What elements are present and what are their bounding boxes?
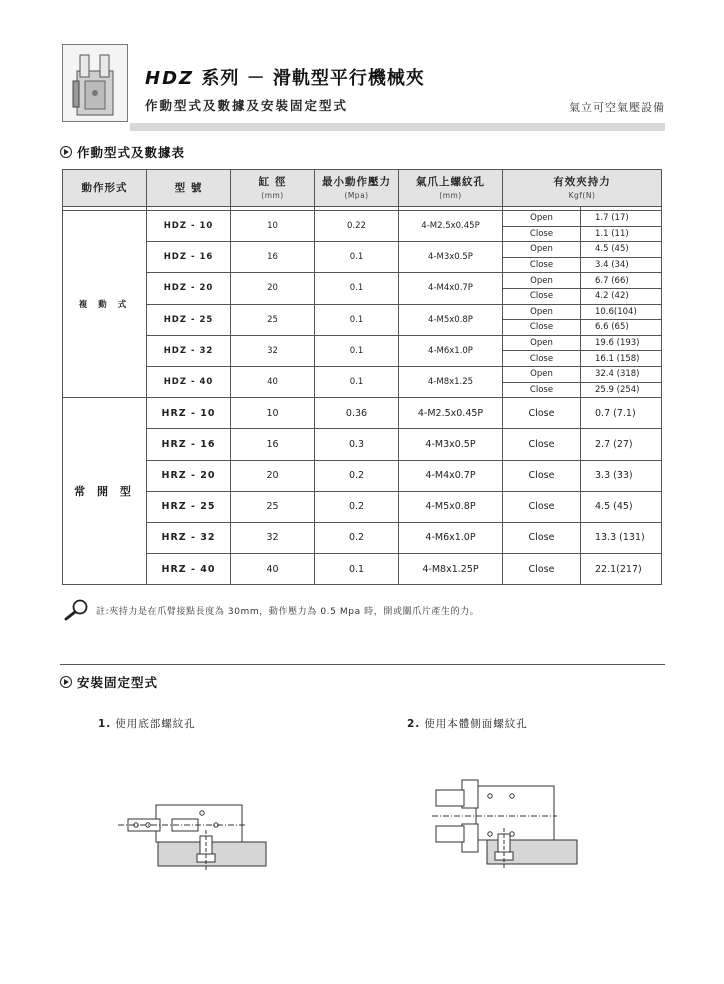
spec-table <box>62 169 662 585</box>
mode-cell: Close <box>503 382 581 398</box>
mode-cell: Close <box>503 554 581 585</box>
model-cell: HDZ - 10 <box>147 211 231 242</box>
pressure-cell: 0.1 <box>315 335 399 366</box>
model-cell: HRZ - 32 <box>147 522 231 553</box>
series-model: HDZ <box>145 68 195 89</box>
bore-cell: 40 <box>231 554 315 585</box>
force-cell: 1.1 (11) <box>581 226 662 242</box>
note: 註:夾持力是在爪臂接點長度為 30mm，動作壓力為 0.5 Mpa 時，開或關爪片產生的力。 <box>62 598 479 622</box>
model-cell: HDZ - 25 <box>147 304 231 335</box>
table-row <box>63 398 662 429</box>
force-cell: 6.6 (65) <box>581 320 662 336</box>
pressure-cell: 0.22 <box>315 211 399 242</box>
thread-cell: 4-M8x1.25 <box>399 366 503 397</box>
pressure-cell: 0.1 <box>315 242 399 273</box>
group-normally-open: 常 開 型 <box>63 398 147 585</box>
thread-cell: 4-M5x0.8P <box>399 304 503 335</box>
force-cell: 4.2 (42) <box>581 288 662 304</box>
group-double-acting: 複 動 式 <box>63 211 147 398</box>
mode-cell: Open <box>503 273 581 289</box>
force-cell: 4.5 (45) <box>581 242 662 258</box>
mode-cell: Open <box>503 335 581 351</box>
table-row <box>63 273 662 289</box>
mounting-method-1: 1. 使用底部螺紋孔 <box>98 718 196 730</box>
table-row <box>63 335 662 351</box>
thread-cell: 4-M6x1.0P <box>399 522 503 553</box>
page-title <box>145 64 425 90</box>
product-photo <box>62 44 128 122</box>
model-cell: HDZ - 20 <box>147 273 231 304</box>
mode-cell: Close <box>503 257 581 273</box>
force-cell: 6.7 (66) <box>581 273 662 289</box>
pressure-cell: 0.2 <box>315 460 399 491</box>
table-row <box>63 554 662 585</box>
pressure-cell: 0.1 <box>315 304 399 335</box>
company-name: 氣立可空氣壓設備 <box>569 101 665 114</box>
thread-cell: 4-M4x0.7P <box>399 460 503 491</box>
header-bar <box>130 123 665 131</box>
bore-cell: 16 <box>231 429 315 460</box>
thread-cell: 4-M8x1.25P <box>399 554 503 585</box>
series-title: 系列 － 滑軌型平行機械夾 <box>201 68 425 89</box>
table-row <box>63 491 662 522</box>
arrow-circle-icon <box>60 676 72 688</box>
mode-cell: Open <box>503 211 581 227</box>
bore-cell: 20 <box>231 460 315 491</box>
force-cell: 2.7 (27) <box>581 429 662 460</box>
pressure-cell: 0.3 <box>315 429 399 460</box>
mode-cell: Close <box>503 429 581 460</box>
mode-cell: Close <box>503 491 581 522</box>
force-cell: 25.9 (254) <box>581 382 662 398</box>
force-cell: 19.6 (193) <box>581 335 662 351</box>
model-cell: HRZ - 20 <box>147 460 231 491</box>
col-header-type: 動作形式 <box>63 170 147 207</box>
model-cell: HRZ - 16 <box>147 429 231 460</box>
bore-cell: 32 <box>231 522 315 553</box>
gripper-product-icon <box>63 45 129 123</box>
model-cell: HRZ - 10 <box>147 398 231 429</box>
force-cell: 0.7 (7.1) <box>581 398 662 429</box>
bore-cell: 10 <box>231 398 315 429</box>
pressure-cell: 0.2 <box>315 491 399 522</box>
magnifier-icon <box>62 598 92 622</box>
force-cell: 22.1(217) <box>581 554 662 585</box>
mode-cell: Close <box>503 288 581 304</box>
force-cell: 1.7 (17) <box>581 211 662 227</box>
mode-cell: Open <box>503 304 581 320</box>
force-cell: 13.3 (131) <box>581 522 662 553</box>
table-row <box>63 366 662 382</box>
thread-cell: 4-M3x0.5P <box>399 242 503 273</box>
model-cell: HRZ - 25 <box>147 491 231 522</box>
col-header-thread: 氣爪上螺紋孔 (mm) <box>399 170 503 207</box>
bore-cell: 40 <box>231 366 315 397</box>
mode-cell: Close <box>503 460 581 491</box>
table-row <box>63 304 662 320</box>
pressure-cell: 0.1 <box>315 273 399 304</box>
bore-cell: 16 <box>231 242 315 273</box>
force-cell: 3.4 (34) <box>581 257 662 273</box>
mode-cell: Open <box>503 242 581 258</box>
pressure-cell: 0.1 <box>315 554 399 585</box>
mode-cell: Close <box>503 398 581 429</box>
col-header-force: 有效夾持力 Kgf(N) <box>503 170 662 207</box>
bore-cell: 32 <box>231 335 315 366</box>
bore-cell: 25 <box>231 304 315 335</box>
table-row <box>63 522 662 553</box>
thread-cell: 4-M5x0.8P <box>399 491 503 522</box>
table-row <box>63 211 662 227</box>
table-row <box>63 460 662 491</box>
thread-cell: 4-M3x0.5P <box>399 429 503 460</box>
table-header-row <box>63 170 662 207</box>
section-title-spec: 作動型式及數據表 <box>60 143 185 161</box>
thread-cell: 4-M2.5x0.45P <box>399 398 503 429</box>
bore-cell: 10 <box>231 211 315 242</box>
force-cell: 10.6(104) <box>581 304 662 320</box>
col-header-pressure: 最小動作壓力 (Mpa) <box>315 170 399 207</box>
bore-cell: 25 <box>231 491 315 522</box>
model-cell: HDZ - 40 <box>147 366 231 397</box>
bore-cell: 20 <box>231 273 315 304</box>
mounting-drawing-bottom <box>118 800 268 872</box>
thread-cell: 4-M4x0.7P <box>399 273 503 304</box>
section-title-mounting: 安裝固定型式 <box>60 673 158 691</box>
thread-cell: 4-M2.5x0.45P <box>399 211 503 242</box>
mounting-method-2: 2. 使用本體側面螺紋孔 <box>407 718 528 730</box>
pressure-cell: 0.2 <box>315 522 399 553</box>
mode-cell: Close <box>503 226 581 242</box>
mode-cell: Close <box>503 320 581 336</box>
col-header-bore: 缸 徑 (mm) <box>231 170 315 207</box>
thread-cell: 4-M6x1.0P <box>399 335 503 366</box>
mounting-drawing-side <box>432 776 582 872</box>
mode-cell: Close <box>503 351 581 367</box>
model-cell: HDZ - 16 <box>147 242 231 273</box>
model-cell: HDZ - 32 <box>147 335 231 366</box>
model-cell: HRZ - 40 <box>147 554 231 585</box>
table-row <box>63 429 662 460</box>
section-divider <box>60 664 665 665</box>
force-cell: 32.4 (318) <box>581 366 662 382</box>
col-header-model: 型 號 <box>147 170 231 207</box>
arrow-circle-icon <box>60 146 72 158</box>
mode-cell: Open <box>503 366 581 382</box>
force-cell: 4.5 (45) <box>581 491 662 522</box>
force-cell: 16.1 (158) <box>581 351 662 367</box>
pressure-cell: 0.1 <box>315 366 399 397</box>
table-row <box>63 242 662 258</box>
pressure-cell: 0.36 <box>315 398 399 429</box>
page-subtitle: 作動型式及數據及安裝固定型式 <box>145 98 349 113</box>
force-cell: 3.3 (33) <box>581 460 662 491</box>
mode-cell: Close <box>503 522 581 553</box>
